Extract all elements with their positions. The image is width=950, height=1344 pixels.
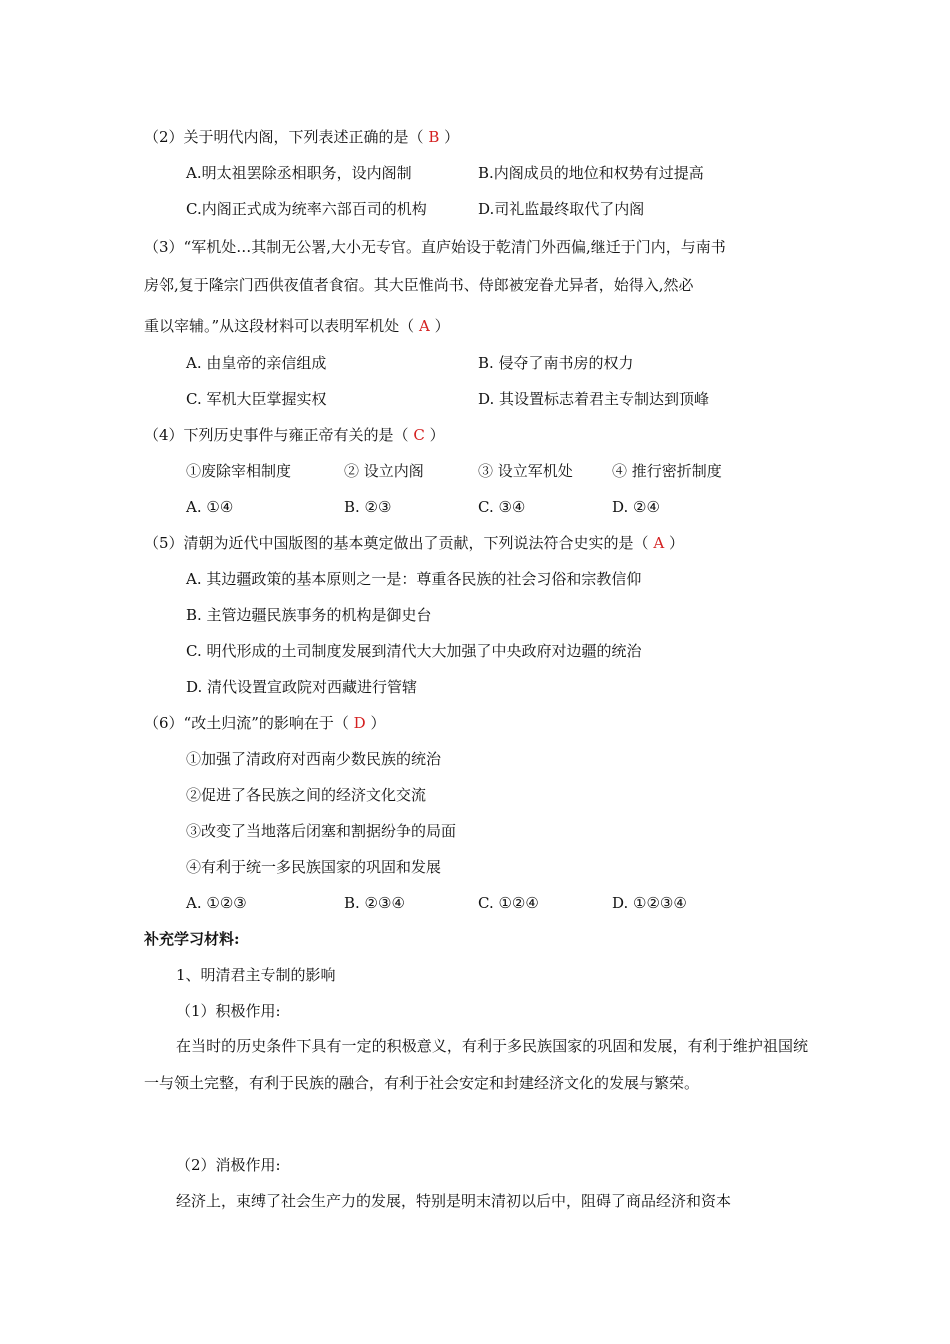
- q4-item-3: ③ 设立军机处: [478, 462, 573, 480]
- q3-line-1: （3）“军机处…其制无公署,大小无专官。直庐始设于乾清门外西偏,继迁于门内，与南书: [144, 238, 726, 256]
- q4-option-b: B. ②③: [344, 498, 392, 516]
- q2-answer: B: [428, 128, 440, 146]
- q5-answer: A: [653, 534, 665, 552]
- q2-stem: （2）关于明代内阁，下列表述正确的是（ B ）: [144, 128, 460, 146]
- q6-option-b: B. ②③④: [344, 894, 405, 912]
- positive-effects-title: （1）积极作用:: [176, 1002, 281, 1020]
- q6-item-4: ④有利于统一多民族国家的巩固和发展: [186, 858, 442, 876]
- q3-answer: A: [418, 317, 430, 335]
- q4-item-4: ④ 推行密折制度: [612, 462, 722, 480]
- q6-item-1: ①加强了清政府对西南少数民族的统治: [186, 750, 442, 768]
- q5-option-d: D. 清代设置宣政院对西藏进行管辖: [186, 678, 418, 696]
- q3-option-d: D. 其设置标志着君主专制达到顶峰: [478, 390, 710, 408]
- q4-item-2: ② 设立内阁: [344, 462, 424, 480]
- q4-option-c: C. ③④: [478, 498, 526, 516]
- q3-option-b: B. 侵夺了南书房的权力: [478, 354, 634, 372]
- q6-stem: （6）“改土归流”的影响在于（ D ）: [144, 714, 386, 732]
- q4-item-1: ①废除宰相制度: [186, 462, 292, 480]
- q2-option-d: D.司礼监最终取代了内阁: [478, 200, 645, 218]
- q3-line-2: 房邻,复于隆宗门西供夜值者食宿。其大臣惟尚书、侍郎被宠眷尤异者，始得入,然必: [144, 276, 694, 294]
- q4-option-d: D. ②④: [612, 498, 660, 516]
- negative-effects-text: 经济上，束缚了社会生产力的发展，特别是明末清初以后中，阻碍了商品经济和资本: [176, 1192, 732, 1210]
- q5-stem: （5）清朝为近代中国版图的基本奠定做出了贡献，下列说法符合史实的是（ A ）: [144, 534, 684, 552]
- q6-option-d: D. ①②③④: [612, 894, 687, 912]
- q6-option-c: C. ①②④: [478, 894, 539, 912]
- q2-option-a: A.明太祖罢除丞相职务，设内阁制: [186, 164, 412, 182]
- positive-effects-text: 在当时的历史条件下具有一定的积极意义，有利于多民族国家的巩固和发展，有利于维护祖国统一与领土完整，有利于民族的融合，有利于社会安定和封建经济文化的发展与繁荣。: [144, 1037, 808, 1092]
- q2-option-b: B.内阁成员的地位和权势有过提高: [478, 164, 704, 182]
- supplement-subheading-1: 1、明清君主专制的影响: [176, 966, 336, 984]
- q6-answer: D: [353, 714, 366, 732]
- supplement-heading: 补充学习材料:: [144, 930, 240, 948]
- q4-stem: （4）下列历史事件与雍正帝有关的是（ C ）: [144, 426, 445, 444]
- q4-option-a: A. ①④: [186, 498, 234, 516]
- q3-option-a: A. 由皇帝的亲信组成: [186, 354, 327, 372]
- q5-option-c: C. 明代形成的土司制度发展到清代大大加强了中央政府对边疆的统治: [186, 642, 642, 660]
- q6-item-3: ③改变了当地落后闭塞和割据纷争的局面: [186, 822, 457, 840]
- q2-option-c: C.内阁正式成为统率六部百司的机构: [186, 200, 427, 218]
- q6-item-2: ②促进了各民族之间的经济文化交流: [186, 786, 427, 804]
- q5-option-a: A. 其边疆政策的基本原则之一是：尊重各民族的社会习俗和宗教信仰: [186, 570, 642, 588]
- q4-answer: C: [413, 426, 425, 444]
- q6-option-a: A. ①②③: [186, 894, 247, 912]
- q3-option-c: C. 军机大臣掌握实权: [186, 390, 327, 408]
- q3-line-3: 重以宰辅。”从这段材料可以表明军机处（ A ）: [144, 317, 450, 335]
- q5-option-b: B. 主管边疆民族事务的机构是御史台: [186, 606, 432, 624]
- negative-effects-title: （2）消极作用:: [176, 1156, 281, 1174]
